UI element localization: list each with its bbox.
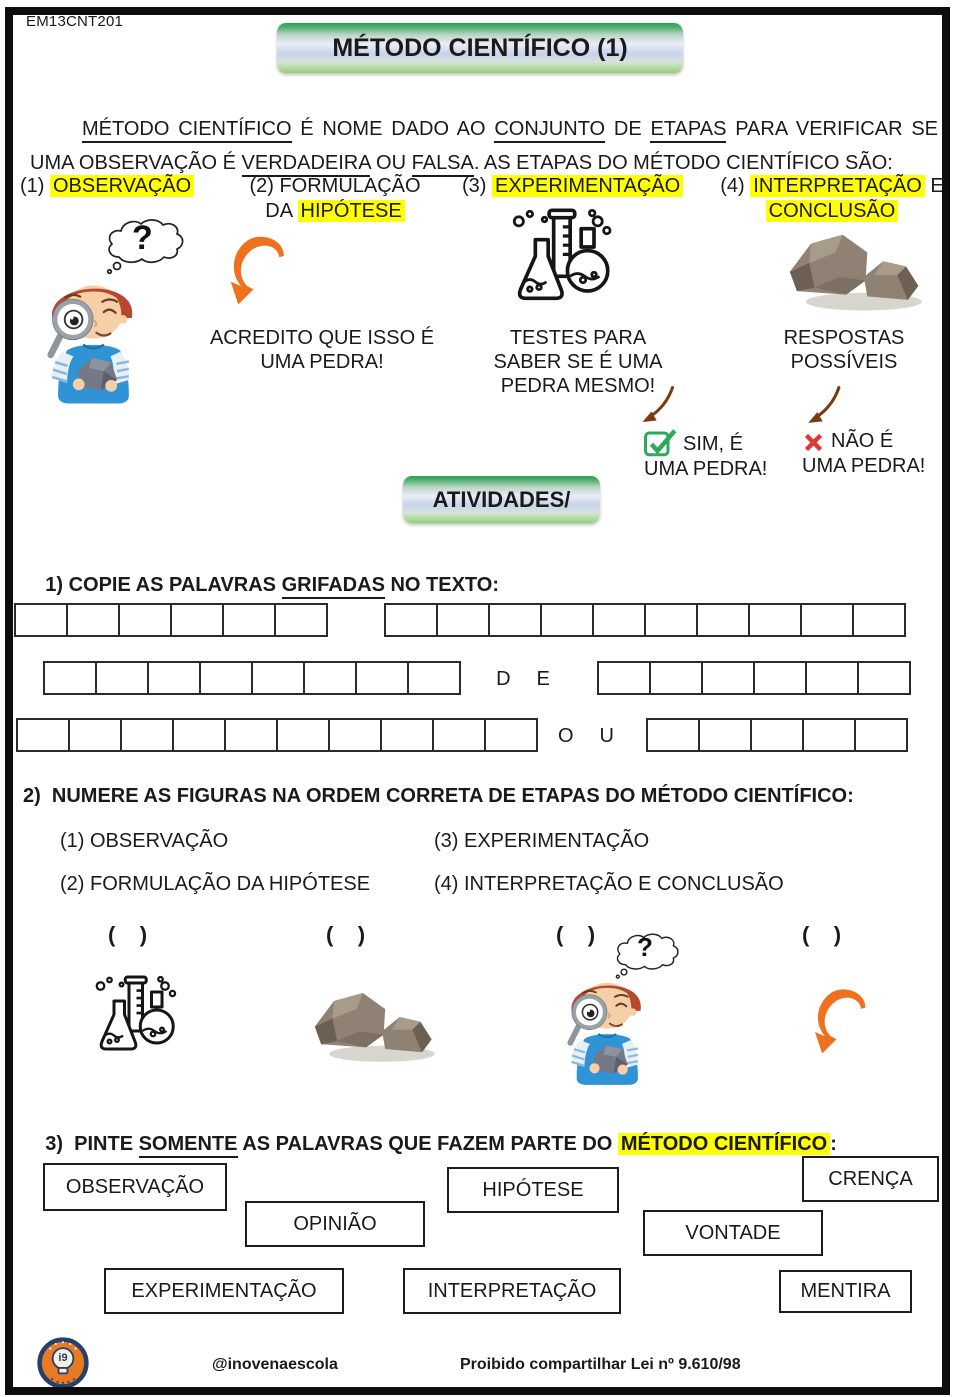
answer-letter-box (750, 718, 804, 752)
activity1-title: 1) COPIE AS PALAVRAS GRIFADAS NO TEXTO: (23, 551, 499, 620)
answer-letter-box (800, 603, 854, 637)
answer-letter-box (224, 718, 278, 752)
answer-letter-box (592, 603, 646, 637)
title-banner (277, 23, 683, 73)
intro-underlined-term: ETAPAS (650, 118, 726, 143)
outcome-no (802, 429, 932, 479)
step-number: (2) (249, 175, 280, 197)
chemistry-flasks-icon (505, 203, 617, 313)
answer-letter-box (701, 661, 755, 695)
activity3-title: 3) PINTE SOMENTE AS PALAVRAS QUE FAZEM PARTE DO MÉTODO CIENTÍFICO : (23, 1110, 837, 1179)
step-term-highlighted: OBSERVAÇÃO (50, 175, 194, 197)
intro-text-segment: PARA VERIFICAR SE UMA OBSERVAÇÃO É (30, 118, 938, 174)
answer-letter-box (14, 603, 68, 637)
answer-slot-parentheses: ( ) (802, 922, 842, 947)
activity2-title: 2) NUMERE AS FIGURAS NA ORDEM CORRETA DE ETAPAS DO MÉTODO CIENTÍFICO: (23, 785, 854, 807)
answer-boxes-row (0, 718, 906, 754)
answer-letter-box (43, 661, 97, 695)
step-term: E (924, 175, 944, 197)
word-box: OBSERVAÇÃO (43, 1163, 227, 1211)
answer-letter-box (649, 661, 703, 695)
step-label-interpretacao-conclusao (703, 174, 961, 224)
step-term: DA (265, 200, 298, 222)
answer-letter-box (118, 603, 172, 637)
row-connector-text (326, 603, 384, 639)
row-connector-text: DE (496, 667, 576, 690)
activity2-option: (2) FORMULAÇÃO DA HIPÓTESE (60, 873, 371, 895)
footer-social-handle: @inovenaescola (212, 1356, 338, 1373)
step-number: (4) (720, 175, 751, 197)
activity2-option: (3) EXPERIMENTAÇÃO (434, 830, 650, 852)
answer-letter-box (303, 661, 357, 695)
answer-letter-box (222, 603, 276, 637)
intro-paragraph (30, 112, 938, 180)
letter-box-group (384, 603, 904, 639)
answer-letter-box (95, 661, 149, 695)
outcome-yes (644, 427, 776, 482)
answer-boxes-row (0, 661, 909, 697)
red-x-icon (802, 431, 825, 454)
rocks-icon (780, 226, 930, 314)
step-label-experimentacao (462, 174, 694, 199)
bubble-question-mark: ? (637, 932, 653, 962)
step-term-highlighted: CONCLUSÃO (766, 200, 899, 222)
answer-letter-box (644, 603, 698, 637)
word-box: HIPÓTESE (447, 1167, 619, 1213)
highlighted-term: MÉTODO CIENTÍFICO (618, 1133, 830, 1155)
underlined-word: GRIFADAS (282, 574, 385, 599)
rocks-icon (305, 985, 443, 1065)
answer-letter-box (16, 718, 70, 752)
intro-underlined-term: CONJUNTO (494, 118, 605, 143)
activities-banner-label: ATIVIDADES/ (432, 486, 571, 512)
page-title: MÉTODO CIENTÍFICO (1) (332, 33, 628, 62)
bubble-question-mark: ? (132, 219, 153, 257)
outcome-no-label: NÃO É UMA PEDRA! (802, 430, 926, 477)
outcome-yes-label: SIM, É UMA PEDRA! (644, 433, 768, 480)
answer-letter-box (66, 603, 120, 637)
intro-underlined-term: FALSA (412, 152, 474, 177)
answer-letter-box (68, 718, 122, 752)
answer-letter-box (328, 718, 382, 752)
curriculum-code: EM13CNT201 (26, 13, 124, 30)
answer-letter-box (540, 603, 594, 637)
curved-arrow-icon (793, 983, 883, 1055)
answer-boxes-row (0, 603, 904, 639)
letter-box-group (14, 603, 326, 639)
answer-letter-box (170, 603, 224, 637)
activity2-option: (1) OBSERVAÇÃO (60, 830, 229, 852)
answer-letter-box (696, 603, 750, 637)
step-term-highlighted: EXPERIMENTAÇÃO (492, 175, 683, 197)
word-box: EXPERIMENTAÇÃO (104, 1268, 344, 1314)
word-box: MENTIRA (779, 1270, 912, 1313)
green-checkbox-icon (644, 427, 677, 457)
answer-letter-box (753, 661, 807, 695)
answer-letter-box (857, 661, 911, 695)
intro-underlined-term: MÉTODO CIENTÍFICO (82, 118, 292, 143)
answer-letter-box (380, 718, 434, 752)
hypothesis-caption: ACREDITO QUE ISSO É UMA PEDRA! (209, 327, 435, 373)
letter-box-group (597, 661, 909, 697)
intro-text-segment: É NOME DADO AO (291, 118, 495, 140)
answer-letter-box (646, 718, 700, 752)
answer-letter-box (274, 603, 328, 637)
letter-box-group (43, 661, 459, 697)
chemistry-flasks-icon (90, 970, 180, 1062)
answer-letter-box (355, 661, 409, 695)
step-term-highlighted: HIPÓTESE (298, 200, 405, 222)
answer-slot-parentheses: ( ) (108, 922, 148, 947)
answer-letter-box (698, 718, 752, 752)
answer-letter-box (854, 718, 908, 752)
word-box: INTERPRETAÇÃO (403, 1268, 621, 1314)
answer-letter-box (488, 603, 542, 637)
step-term: FORMULAÇÃO (279, 175, 421, 197)
answer-letter-box (199, 661, 253, 695)
small-curved-arrow-icon (790, 383, 854, 429)
tests-caption: TESTES PARA SABER SE É UMA PEDRA MESMO! (493, 327, 663, 397)
word-box: OPINIÃO (245, 1201, 425, 1247)
small-curved-arrow-icon (626, 383, 686, 428)
answer-letter-box (852, 603, 906, 637)
answer-letter-box (597, 661, 651, 695)
answer-letter-box (147, 661, 201, 695)
answer-letter-box (805, 661, 859, 695)
intro-underlined-term: VERDADEIRA (242, 152, 371, 177)
boy-magnifying-glass-icon (550, 956, 662, 1090)
step-label-formulacao-hipotese (246, 174, 424, 224)
footer-copyright-notice: Proibido compartilhar Lei nº 9.610/98 (460, 1356, 741, 1373)
answer-letter-box (120, 718, 174, 752)
activity2-option: (4) INTERPRETAÇÃO E CONCLUSÃO (434, 873, 784, 895)
step-term-highlighted: INTERPRETAÇÃO (750, 175, 925, 197)
answer-letter-box (172, 718, 226, 752)
answer-letter-box (802, 718, 856, 752)
answer-letter-box (748, 603, 802, 637)
word-box: CRENÇA (802, 1156, 939, 1202)
answer-letter-box (251, 661, 305, 695)
step-label-observacao (20, 174, 225, 199)
intro-text-segment: . AS ETAPAS DO MÉTODO CIENTÍFICO SÃO: (473, 152, 893, 174)
activities-banner (403, 476, 600, 523)
answer-slot-parentheses: ( ) (556, 922, 596, 947)
boy-magnifying-glass-icon (33, 254, 151, 410)
letter-box-group (646, 718, 906, 754)
answer-letter-box (432, 718, 486, 752)
row-connector-text: OU (558, 724, 640, 747)
intro-text-segment: OU (370, 152, 412, 174)
answer-letter-box (384, 603, 438, 637)
step-number: (1) (20, 175, 50, 197)
logo-text: i9 (58, 1352, 68, 1364)
answer-slot-parentheses: ( ) (326, 922, 366, 947)
word-box: VONTADE (643, 1210, 823, 1256)
answer-letter-box (276, 718, 330, 752)
curved-arrow-icon (205, 230, 305, 306)
answer-letter-box (484, 718, 538, 752)
step-number: (3) (462, 175, 492, 197)
intro-text-segment: DE (605, 118, 651, 140)
letter-box-group (16, 718, 536, 754)
answers-caption: RESPOSTAS POSSÍVEIS (783, 327, 905, 373)
answer-letter-box (436, 603, 490, 637)
underlined-word: SOMENTE (139, 1133, 238, 1158)
answer-letter-box (407, 661, 461, 695)
